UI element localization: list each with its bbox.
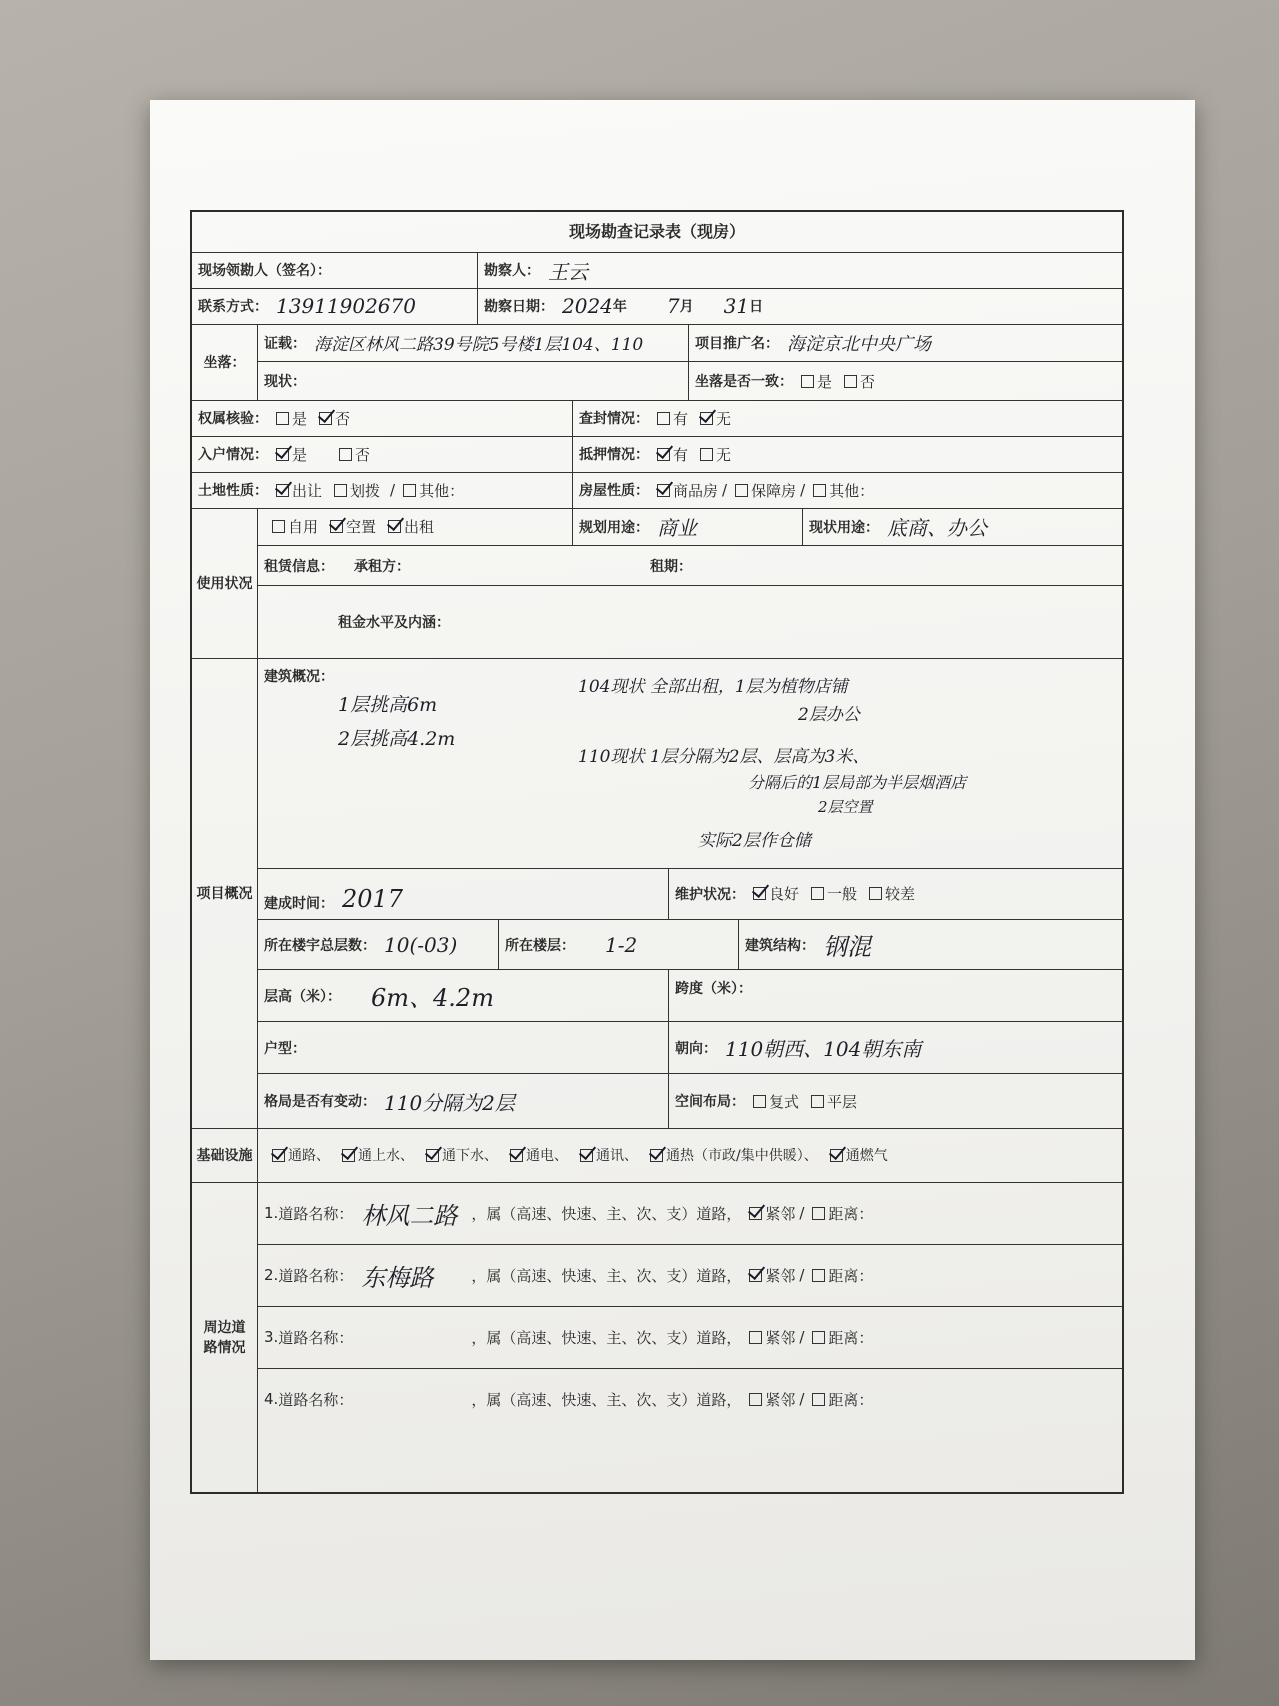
rent-label: 租金水平及内涵：: [338, 615, 450, 631]
span-label: 跨度（米）：: [675, 981, 752, 997]
infra-power-checkbox[interactable]: [510, 1149, 523, 1162]
land-other-checkbox[interactable]: [403, 484, 416, 497]
infra-telecom-checkbox[interactable]: [580, 1149, 593, 1162]
seal-none-label: 无: [716, 409, 732, 428]
note-line-4[interactable]: 2层办公: [798, 705, 860, 725]
infra-power-label: 通电、: [526, 1148, 568, 1164]
road-4-slash: /: [799, 1390, 805, 1408]
ownership-yes-checkbox[interactable]: [276, 412, 289, 425]
land-allocate-label: 划拨: [350, 481, 381, 500]
contact-label: 联系方式：: [198, 299, 268, 315]
project-name-value[interactable]: 海淀京北中央广场: [787, 333, 931, 355]
date-day[interactable]: 31: [723, 294, 750, 318]
road-row-2: [258, 1244, 1122, 1307]
road-4-name-label: 道路名称：: [278, 1390, 354, 1409]
road-4-distance-label: 距离：: [828, 1390, 874, 1409]
location-side-label: 坐落：: [192, 324, 258, 400]
ownership-no-checkbox[interactable]: [319, 412, 332, 425]
maint-good-label: 良好: [769, 885, 800, 903]
road-3-adjacent-label: 紧邻: [765, 1328, 796, 1347]
road-row-4: [258, 1368, 1122, 1430]
road-2-adjacent-checkbox[interactable]: [749, 1269, 762, 1282]
road-3-num: 3.: [264, 1328, 279, 1346]
maint-poor-checkbox[interactable]: [869, 887, 882, 900]
row-location: [192, 324, 1122, 401]
infra-road-label: 通路、: [288, 1148, 330, 1164]
space-duplex-checkbox[interactable]: [753, 1095, 766, 1108]
road-3-distance-checkbox[interactable]: [812, 1331, 825, 1344]
match-yes-checkbox[interactable]: [801, 375, 814, 388]
date-day-suffix: 日: [749, 299, 764, 315]
road-1-distance-label: 距离：: [828, 1204, 874, 1223]
use-rent-checkbox[interactable]: [388, 520, 401, 533]
infra-heat-label: 通热（市政/集中供暖）、: [666, 1148, 818, 1164]
house-affordable-label: 保障房: [751, 481, 797, 500]
land-transfer-checkbox[interactable]: [276, 484, 289, 497]
form-title: 现场勘查记录表（现房）: [192, 212, 1122, 253]
structure-label: 建筑结构：: [745, 937, 815, 954]
mortgage-have-checkbox[interactable]: [657, 448, 670, 461]
project-side-label: 项目概况: [192, 658, 258, 1128]
mortgage-label: 抵押情况：: [579, 447, 649, 463]
actual-use-value[interactable]: 底商、办公: [887, 516, 987, 540]
usage-side-label: 使用状况: [192, 508, 258, 658]
entry-no-checkbox[interactable]: [339, 448, 352, 461]
height-label: 层高（米）：: [264, 988, 341, 1005]
use-vacant-label: 空置: [346, 518, 377, 536]
infra-heat-checkbox[interactable]: [650, 1149, 663, 1162]
road-4-type: ，属（高速、快速、主、次、支）道路，: [471, 1390, 742, 1409]
note-line-8[interactable]: 实际2层作仓储: [698, 831, 811, 851]
location-match-label: 坐落是否一致：: [695, 374, 793, 390]
road-1-num: 1.: [264, 1204, 279, 1222]
surveyor-sign-label: 现场领勘人（签名）：: [198, 263, 331, 279]
road-1-name-label: 道路名称：: [278, 1204, 354, 1223]
infra-water-label: 通上水、: [358, 1148, 414, 1164]
building-label: 建筑概况：: [264, 669, 334, 685]
house-affordable-checkbox[interactable]: [735, 484, 748, 497]
total-floors-label: 所在楼宇总层数：: [264, 937, 376, 954]
survey-form: [190, 210, 1124, 1494]
road-1-slash: /: [799, 1204, 805, 1222]
road-2-adjacent-label: 紧邻: [765, 1266, 796, 1285]
road-4-adjacent-label: 紧邻: [765, 1390, 796, 1409]
infra-side-label: 基础设施: [192, 1128, 258, 1182]
road-2-distance-checkbox[interactable]: [812, 1269, 825, 1282]
contact-value[interactable]: 13911902670: [276, 294, 416, 318]
use-vacant-checkbox[interactable]: [330, 520, 343, 533]
ownership-label: 权属核验：: [198, 411, 268, 427]
infra-water-checkbox[interactable]: [342, 1149, 355, 1162]
floor-value[interactable]: 1-2: [605, 932, 638, 957]
orientation-value[interactable]: 110朝西、104朝东南: [725, 1037, 922, 1061]
layout-change-label: 格局是否有变动：: [264, 1094, 376, 1110]
road-3-adjacent-checkbox[interactable]: [749, 1331, 762, 1344]
maint-fair-label: 一般: [827, 885, 858, 903]
note-line-5[interactable]: 110现状 1层分隔为2层、层高为3米、: [578, 747, 870, 767]
planned-use-value[interactable]: 商业: [657, 516, 697, 540]
actual-use-label: 现状用途：: [809, 519, 879, 536]
infra-telecom-label: 通讯、: [596, 1148, 638, 1164]
use-rent-label: 出租: [404, 518, 435, 536]
surveyor-name[interactable]: 王云: [548, 259, 588, 284]
row-contact: [192, 288, 1122, 325]
maint-good-checkbox[interactable]: [753, 887, 766, 900]
note-line-7[interactable]: 2层空置: [818, 798, 873, 816]
date-year-suffix: 年: [612, 299, 627, 315]
total-floors-value[interactable]: 10(-03): [384, 932, 458, 957]
entry-yes-label: 是: [292, 445, 308, 464]
house-label: 房屋性质：: [579, 483, 649, 499]
date-month[interactable]: 7: [666, 294, 680, 318]
road-row-1: [258, 1182, 1122, 1245]
land-allocate-checkbox[interactable]: [334, 484, 347, 497]
orientation-label: 朝向：: [675, 1040, 717, 1057]
section-roads: [192, 1182, 1122, 1492]
road-1-adjacent-checkbox[interactable]: [749, 1207, 762, 1220]
road-2-name[interactable]: 东梅路: [361, 1263, 434, 1292]
planned-use-label: 规划用途：: [579, 519, 649, 536]
road-1-adjacent-label: 紧邻: [765, 1204, 796, 1223]
road-2-type: ，属（高速、快速、主、次、支）道路，: [471, 1266, 742, 1285]
date-label: 勘察日期：: [484, 299, 554, 315]
project-name-label: 项目推广名：: [695, 335, 779, 352]
row-surveyor: [192, 252, 1122, 289]
row-land: 土地性质： 出让 划拨 / 其他： 房屋性质： 商品房 / 保障房 / 其他：: [192, 472, 1122, 509]
entry-yes-checkbox[interactable]: [276, 448, 289, 461]
road-4-num: 4.: [264, 1390, 279, 1408]
road-3-type: ，属（高速、快速、主、次、支）道路，: [471, 1328, 742, 1347]
road-1-distance-checkbox[interactable]: [812, 1207, 825, 1220]
maintenance-label: 维护状况：: [675, 886, 745, 903]
land-other-label: 其他：: [419, 481, 465, 500]
row-entry: [192, 436, 1122, 473]
row-infrastructure: [192, 1128, 1122, 1183]
floor-label: 所在楼层：: [505, 937, 575, 954]
space-duplex-label: 复式: [769, 1092, 800, 1111]
note-line-6[interactable]: 分隔后的1层局部为半层烟酒店: [748, 773, 967, 792]
unit-type-label: 户型：: [264, 1040, 306, 1057]
row-ownership: [192, 400, 1122, 437]
note-line-3[interactable]: 104现状 全部出租，1层为植物店铺: [578, 677, 848, 697]
lessee-label: 承租方：: [354, 558, 410, 575]
infra-gas-label: 通燃气: [845, 1148, 888, 1164]
entry-label: 入户情况：: [198, 447, 268, 463]
match-yes-label: 是: [817, 372, 833, 391]
built-time-value[interactable]: 2017: [342, 885, 404, 913]
road-1-type: ，属（高速、快速、主、次、支）道路，: [471, 1204, 742, 1223]
roads-side-label: 周边道路情况: [192, 1182, 258, 1492]
note-line-2[interactable]: 2层挑高4.2m: [338, 728, 456, 750]
road-1-name[interactable]: 林风二路: [361, 1201, 458, 1230]
road-3-slash: /: [799, 1328, 805, 1346]
space-flat-checkbox[interactable]: [811, 1095, 824, 1108]
ownership-no-label: 否: [335, 409, 351, 428]
use-self-label: 自用: [288, 518, 319, 536]
road-3-distance-label: 距离：: [828, 1328, 874, 1347]
lease-term-label: 租期：: [650, 558, 692, 575]
land-label: 土地性质：: [198, 483, 268, 499]
road-2-distance-label: 距离：: [828, 1266, 874, 1285]
space-layout-label: 空间布局：: [675, 1094, 745, 1110]
cert-value[interactable]: 海淀区林风二路39号院5号楼1层104、110: [314, 335, 644, 355]
house-other-label: 其他：: [829, 481, 875, 500]
mortgage-have-label: 有: [673, 445, 689, 464]
seal-label: 查封情况：: [579, 411, 649, 427]
match-no-checkbox[interactable]: [844, 375, 857, 388]
road-2-num: 2.: [264, 1266, 279, 1284]
paper-sheet: [150, 100, 1195, 1660]
surveyor-label: 勘察人：: [484, 263, 540, 279]
land-transfer-label: 出让: [292, 481, 323, 500]
road-3-name-label: 道路名称：: [278, 1328, 354, 1347]
date-year[interactable]: 2024: [562, 294, 613, 318]
entry-no-label: 否: [355, 445, 371, 464]
road-4-distance-checkbox[interactable]: [812, 1393, 825, 1406]
cert-label: 证载：: [264, 335, 306, 352]
maint-fair-checkbox[interactable]: [811, 887, 824, 900]
ownership-yes-label: 是: [292, 409, 308, 428]
space-flat-label: 平层: [827, 1092, 858, 1111]
current-label: 现状：: [264, 374, 306, 390]
seal-have-label: 有: [673, 409, 689, 428]
note-line-1[interactable]: 1层挑高6m: [338, 694, 438, 716]
infra-drain-checkbox[interactable]: [426, 1149, 439, 1162]
mortgage-none-checkbox[interactable]: [700, 448, 713, 461]
infra-gas-checkbox[interactable]: [830, 1149, 843, 1162]
seal-have-checkbox[interactable]: [657, 412, 670, 425]
house-commercial-checkbox[interactable]: [657, 484, 670, 497]
road-4-adjacent-checkbox[interactable]: [749, 1393, 762, 1406]
seal-none-checkbox[interactable]: [700, 412, 713, 425]
house-commercial-label: 商品房: [673, 481, 719, 500]
maint-poor-label: 较差: [885, 885, 916, 903]
road-row-3: [258, 1306, 1122, 1369]
infra-road-checkbox[interactable]: [272, 1149, 285, 1162]
layout-change-value[interactable]: 110分隔为2层: [384, 1090, 515, 1115]
section-project: [192, 658, 1122, 1129]
height-value[interactable]: 6m、4.2m: [371, 984, 494, 1012]
lease-label: 租赁信息：: [264, 558, 334, 575]
section-usage: [192, 508, 1122, 659]
road-2-name-label: 道路名称：: [278, 1266, 354, 1285]
match-no-label: 否: [860, 372, 876, 391]
mortgage-none-label: 无: [716, 445, 732, 464]
infra-drain-label: 通下水、: [442, 1148, 498, 1164]
use-self-checkbox[interactable]: [272, 520, 285, 533]
structure-value[interactable]: 钢混: [823, 933, 871, 961]
date-month-suffix: 月: [679, 299, 694, 315]
road-2-slash: /: [799, 1266, 805, 1284]
house-other-checkbox[interactable]: [813, 484, 826, 497]
built-time-label: 建成时间：: [264, 896, 334, 912]
building-notes-area: [258, 658, 1122, 869]
